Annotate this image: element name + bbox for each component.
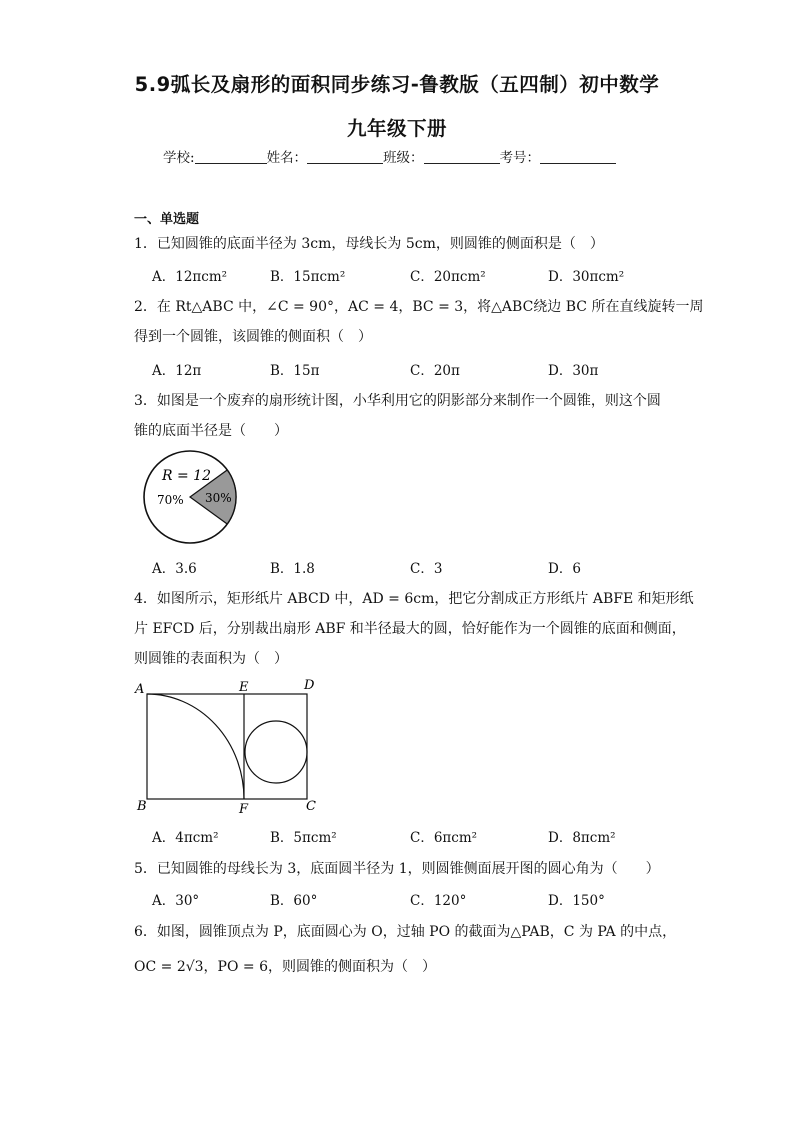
label-c: C xyxy=(306,799,316,814)
q2-option-a[interactable]: A．12π xyxy=(152,363,202,379)
label-f: F xyxy=(239,802,249,817)
q4-option-d[interactable]: D．8πcm² xyxy=(548,830,616,846)
number-label: 考号： xyxy=(499,150,541,166)
q2-option-b[interactable]: B．15π xyxy=(270,363,320,379)
q2-option-c[interactable]: C．20π xyxy=(410,363,460,379)
arc-af xyxy=(147,694,244,799)
number-blank[interactable] xyxy=(540,149,616,164)
question-3-line-1: 3．如图是一个废弃的扇形统计图，小华利用它的阴影部分来制作一个圆锥，则这个圆 xyxy=(134,393,661,409)
q1-option-c[interactable]: C．20πcm² xyxy=(410,269,486,285)
radius-label: R = 12 xyxy=(162,468,211,484)
rectangle-abcd xyxy=(147,694,307,799)
q5-option-b[interactable]: B．60° xyxy=(270,893,318,909)
pie-chart-figure xyxy=(144,451,244,543)
title-line-1: 5.9弧长及扇形的面积同步练习-鲁教版（五四制）初中数学 xyxy=(134,73,660,96)
school-blank[interactable] xyxy=(195,149,267,164)
q4-option-c[interactable]: C．6πcm² xyxy=(410,830,478,846)
q4-option-b[interactable]: B．5πcm² xyxy=(270,830,337,846)
question-6-line-1: 6．如图，圆锥顶点为 P，底面圆心为 O，过轴 PO 的截面为△PAB，C 为 PA 的中点， xyxy=(134,924,677,940)
question-3-line-2: 锥的底面半径是（ ） xyxy=(134,423,288,439)
question-2-line-1: 2．在 Rt△ABC 中，∠C = 90°，AC = 4，BC = 3，将△ABC绕边 BC 所在直线旋转一周 xyxy=(134,299,704,315)
q3-option-b[interactable]: B．1.8 xyxy=(270,561,315,577)
q1-option-d[interactable]: D．30πcm² xyxy=(548,269,625,285)
q5-option-c[interactable]: C．120° xyxy=(410,893,467,909)
name-blank[interactable] xyxy=(307,149,383,164)
q5-option-a[interactable]: A．30° xyxy=(152,893,200,909)
q1-option-b[interactable]: B．15πcm² xyxy=(270,269,346,285)
title-line-2: 九年级下册 xyxy=(346,117,447,140)
label-d: D xyxy=(304,678,315,693)
class-blank[interactable] xyxy=(424,149,500,164)
section-heading: 一、单选题 xyxy=(134,212,200,227)
label-e: E xyxy=(239,680,249,695)
q3-option-d[interactable]: D．6 xyxy=(548,561,581,577)
q5-option-d[interactable]: D．150° xyxy=(548,893,605,909)
question-6-line-2: OC = 2√3，PO = 6，则圆锥的侧面积为（ ） xyxy=(134,959,436,975)
school-label: 学校: xyxy=(163,150,195,166)
label-b: B xyxy=(137,799,147,814)
question-5-line-1: 5．已知圆锥的母线长为 3，底面圆半径为 1，则圆锥侧面展开图的圆心角为（ ） xyxy=(134,861,660,877)
rectangle-figure xyxy=(130,677,330,817)
question-2-line-2: 得到一个圆锥，该圆锥的侧面积（ ） xyxy=(134,329,372,345)
q4-option-a[interactable]: A．4πcm² xyxy=(152,830,219,846)
q3-option-c[interactable]: C．3 xyxy=(410,561,443,577)
question-4-line-1: 4．如图所示，矩形纸片 ABCD 中，AD = 6cm，把它分割成正方形纸片 ABFE 和矩形纸 xyxy=(134,591,694,607)
question-4-line-2: 片 EFCD 后，分别裁出扇形 ABF 和半径最大的圆，恰好能作为一个圆锥的底面和侧面， xyxy=(134,621,686,637)
q3-option-a[interactable]: A．3.6 xyxy=(152,561,197,577)
question-4-line-3: 则圆锥的表面积为（ ） xyxy=(134,651,288,667)
label-70-percent: 70% xyxy=(157,493,184,507)
class-label: 班级： xyxy=(383,150,424,166)
label-30-percent: 30% xyxy=(205,491,232,505)
q1-option-a[interactable]: A．12πcm² xyxy=(152,269,228,285)
question-1-line-1: 1．已知圆锥的底面半径为 3cm，母线长为 5cm，则圆锥的侧面积是（ ） xyxy=(134,236,604,252)
q2-option-d[interactable]: D．30π xyxy=(548,363,599,379)
name-label: 姓名： xyxy=(266,150,308,166)
label-a: A xyxy=(135,682,145,697)
student-info-row xyxy=(163,146,616,166)
inscribed-circle xyxy=(245,721,307,783)
